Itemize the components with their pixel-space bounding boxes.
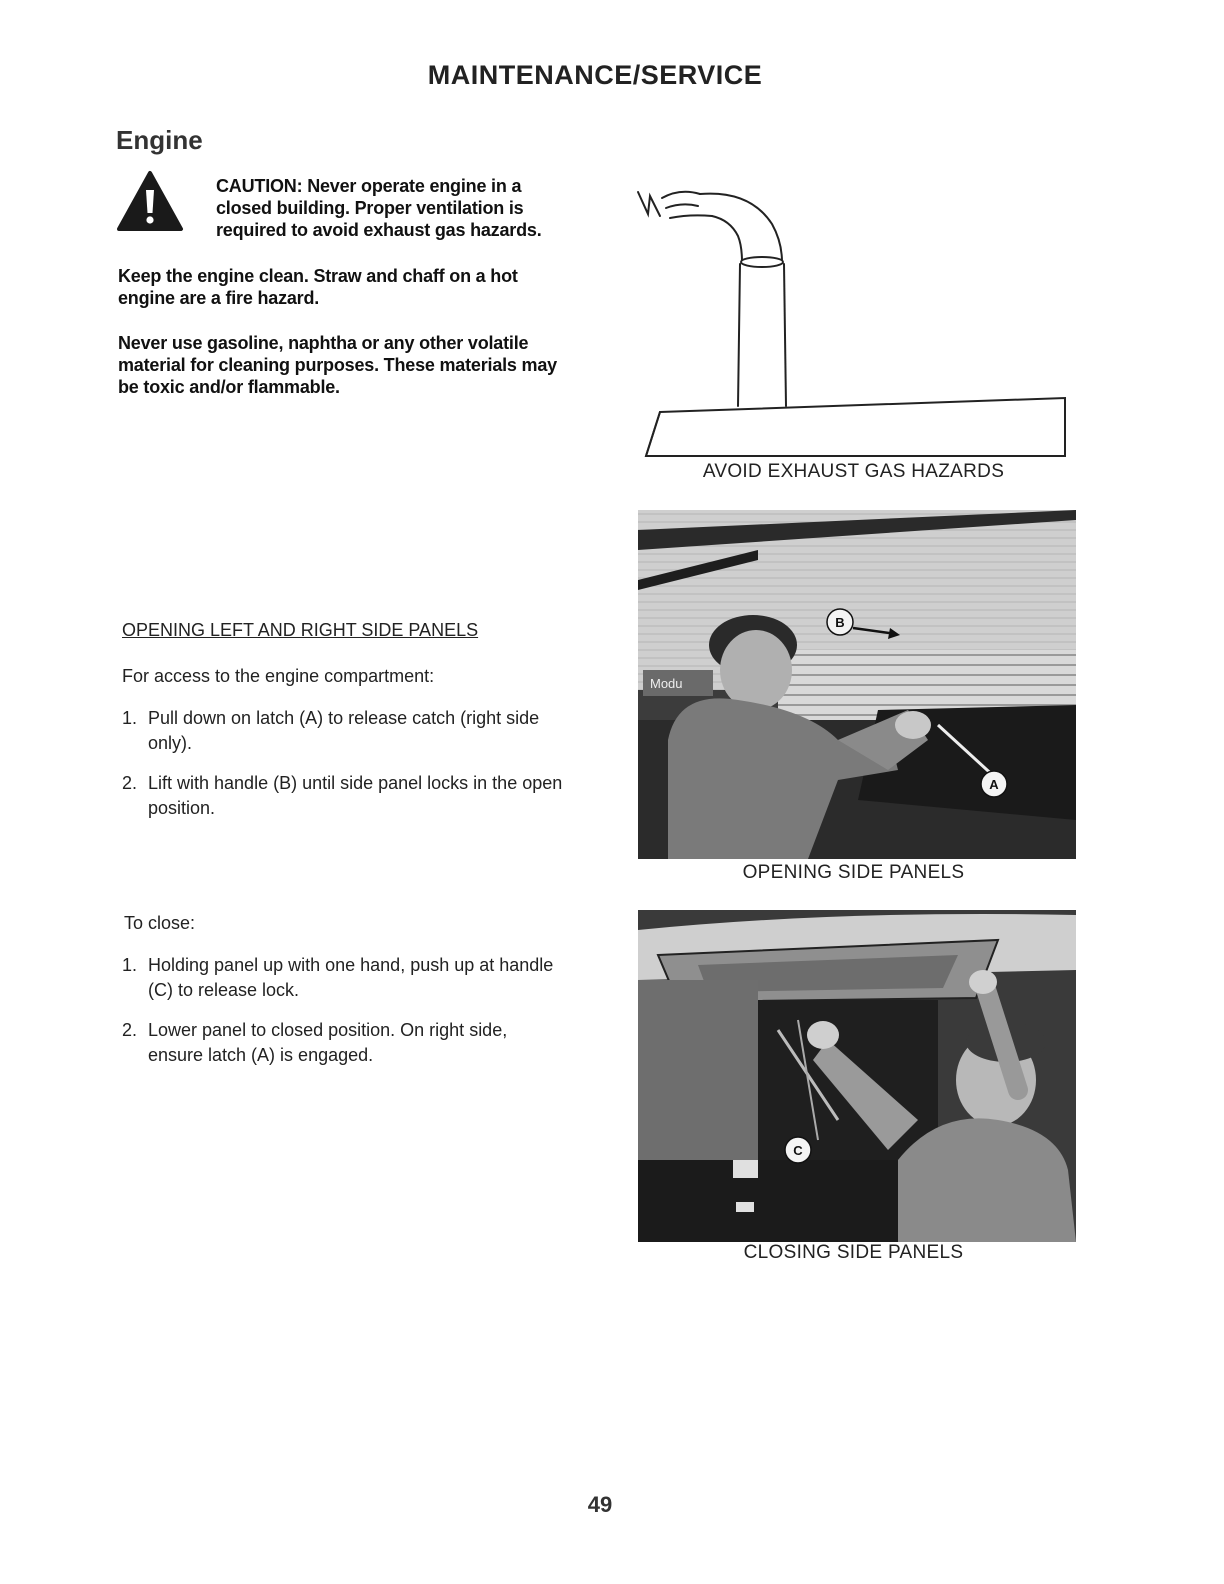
step-number: 2. [122, 773, 138, 793]
gasoline-warning-paragraph: Never use gasoline, naphtha or any other volatile material for cleaning purposes. These materials may be toxic and/or flammable. [118, 333, 557, 397]
step-number: 2. [122, 1020, 138, 1040]
list-item [122, 706, 567, 756]
exhaust-caption: AVOID EXHAUST GAS HAZARDS [702, 461, 1005, 482]
callout-b: B [835, 615, 845, 630]
closing-steps [122, 953, 567, 1083]
photo-sign-text: Modu [650, 676, 683, 691]
step-text: Holding panel up with one hand, push up at handle (C) to release lock. [148, 955, 554, 1000]
side-panels-heading: OPENING LEFT AND RIGHT SIDE PANELS [122, 620, 479, 640]
step-text: Lower panel to closed position. On right side, ensure latch (A) is engaged. [148, 1020, 508, 1065]
list-item [122, 953, 567, 1003]
warning-icon [116, 170, 184, 232]
step-text: Pull down on latch (A) to release catch (right side only). [148, 708, 540, 753]
step-text: Lift with handle (B) until side panel locks in the open position. [148, 773, 563, 818]
callout-a: A [989, 777, 999, 792]
step-number: 1. [122, 708, 138, 728]
opening-side-panels-photo [638, 510, 1076, 859]
opening-steps [122, 706, 567, 836]
opening-caption: OPENING SIDE PANELS [742, 862, 965, 883]
close-label: To close: [124, 913, 196, 933]
closing-caption: CLOSING SIDE PANELS [743, 1242, 964, 1263]
exhaust-diagram [620, 180, 1080, 460]
keep-clean-paragraph: Keep the engine clean. Straw and chaff on a hot engine are a fire hazard. [118, 266, 518, 308]
section-title: Engine [116, 125, 203, 155]
page-number: 49 [587, 1492, 613, 1517]
access-text: For access to the engine compartment: [122, 666, 435, 686]
caution-text: CAUTION: Never operate engine in a closed building. Proper ventilation is required to avoid exhaust gas hazards. [216, 176, 542, 240]
page-title: MAINTENANCE/SERVICE [427, 60, 763, 90]
step-number: 1. [122, 955, 138, 975]
list-item [122, 771, 567, 821]
callout-c: C [793, 1143, 803, 1158]
list-item [122, 1018, 567, 1068]
closing-side-panels-photo [638, 910, 1076, 1242]
